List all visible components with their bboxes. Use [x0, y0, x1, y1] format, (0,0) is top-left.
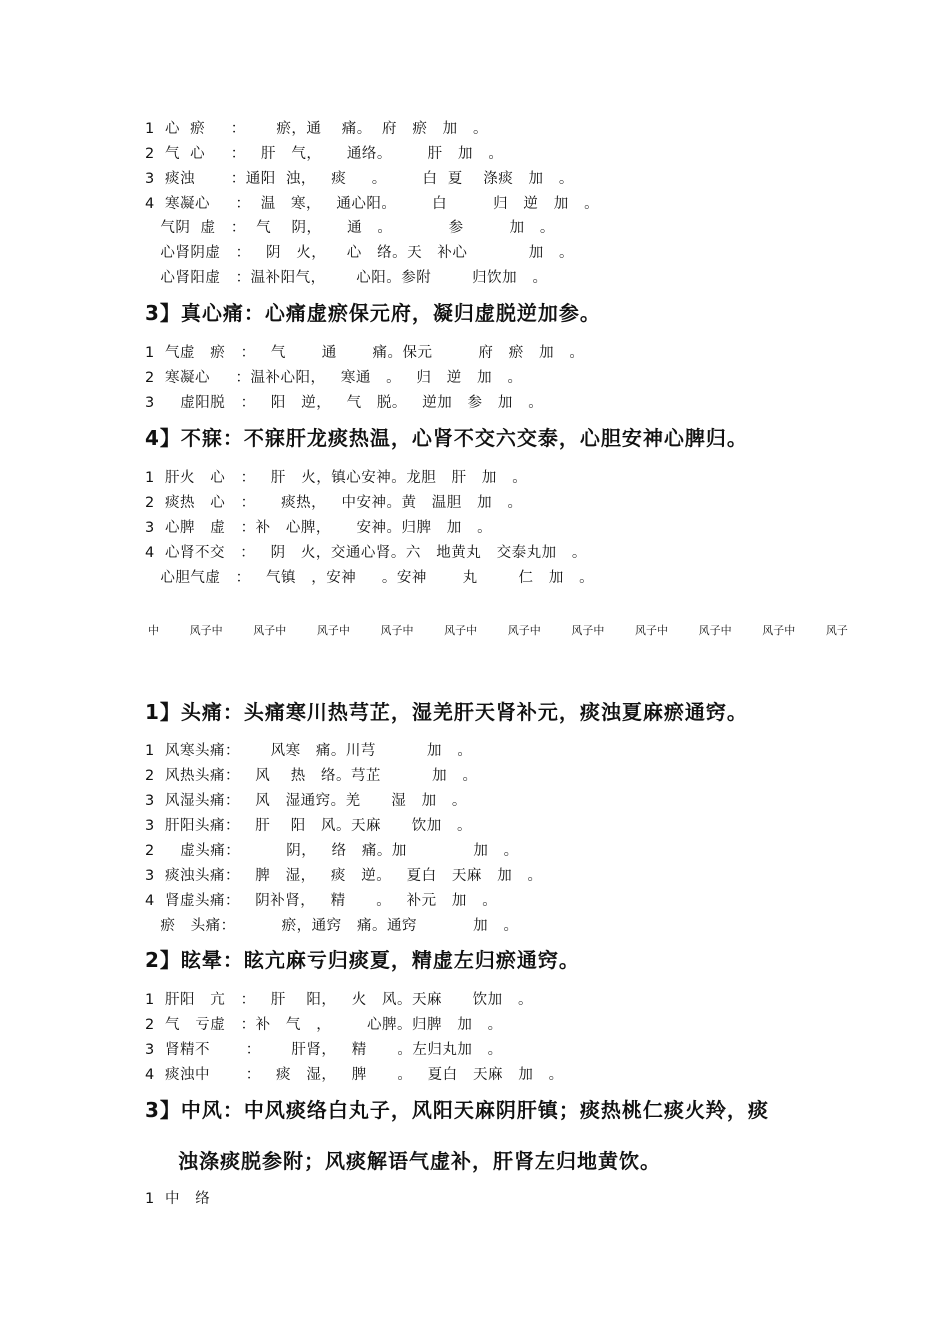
divider-text: 风子中 — [189, 624, 223, 637]
section-heading: 1】头痛：头痛寒川热芎芷，湿羌肝天肾补元，痰浊夏麻瘀通窍。 — [145, 700, 748, 724]
divider-text: 风子中 — [507, 624, 541, 637]
text-line: 4 痰浊中 ： 痰 湿， 脾 。 夏白 天麻 加 。 — [145, 1067, 564, 1083]
divider-text: 风子中 — [444, 624, 478, 637]
section-divider — [148, 622, 848, 638]
text-line: 4 寒凝心 ： 温 寒， 通心阳。 白 归 逆 加 。 — [145, 196, 600, 212]
text-line: 瘀 头痛： 瘀，通窍 痛。通窍 加 。 — [145, 918, 519, 934]
divider-text: 风子中 — [698, 624, 732, 637]
text-line: 1 风寒头痛： 风寒 痛。川芎 加 。 — [145, 743, 473, 759]
text-line: 2 痰热 心 ： 痰热， 中安神。黄 温胆 加 。 — [145, 495, 523, 511]
section-heading: 4】不寐：不寐肝龙痰热温，心肾不交六交泰，心胆安神心脾归。 — [145, 426, 748, 450]
text-line: 2 气 心 ： 肝 气， 通络。 肝 加 。 — [145, 146, 504, 162]
text-line: 4 肾虚头痛： 阴补肾， 精 。 补元 加 。 — [145, 893, 498, 909]
text-line: 3 心脾 虚 ：补 心脾， 安神。归脾 加 。 — [145, 520, 493, 536]
divider-text: 中 — [148, 624, 159, 637]
section-heading: 3】中风：中风痰络白丸子，风阳天麻阴肝镇；痰热桃仁痰火羚，痰 — [145, 1098, 769, 1122]
text-line: 2 气 亏虚 ：补 气 ， 心脾。归脾 加 。 — [145, 1017, 503, 1033]
text-line: 气阴 虚 ： 气 阴， 通 。 参 加 。 — [145, 220, 555, 236]
divider-text: 风子中 — [380, 624, 414, 637]
divider-text: 风子中 — [762, 624, 796, 637]
text-line: 2 虚头痛： 阴， 络 痛。加 加 。 — [145, 843, 519, 859]
text-line: 3 痰浊 ：通阳 浊， 痰 。 白 夏 涤痰 加 。 — [145, 171, 574, 187]
text-line: 1 中 络 — [145, 1191, 211, 1207]
section-heading: 2】眩晕：眩亢麻亏归痰夏，精虚左归瘀通窍。 — [145, 948, 580, 972]
text-line: 2 寒凝心 ：温补心阳， 寒通 。 归 逆 加 。 — [145, 370, 523, 386]
text-line: 2 风热头痛： 风 热 络。芎芷 加 。 — [145, 768, 478, 784]
text-line: 4 心肾不交 ： 阴 火，交通心肾。六 地黄丸 交泰丸加 。 — [145, 545, 587, 561]
text-line: 1 肝阳 亢 ： 肝 阳， 火 风。天麻 饮加 。 — [145, 992, 533, 1008]
text-line: 3 痰浊头痛： 脾 湿， 痰 逆。 夏白 天麻 加 。 — [145, 868, 543, 884]
text-line: 1 气虚 瘀 ： 气 通 痛。保元 府 瘀 加 。 — [145, 345, 585, 361]
divider-text: 风子中 — [253, 624, 287, 637]
divider-text: 风子中 — [316, 624, 350, 637]
section-heading: 3】真心痛：心痛虚瘀保元府，凝归虚脱逆加参。 — [145, 301, 601, 325]
text-line: 心胆气虚 ： 气镇 ，安神 。安神 丸 仁 加 。 — [145, 570, 595, 586]
text-line: 3 风湿头痛： 风 湿通窍。羌 湿 加 。 — [145, 793, 467, 809]
text-line: 3 肝阳头痛： 肝 阳 风。天麻 饮加 。 — [145, 818, 473, 834]
divider-text: 风子 — [825, 624, 848, 637]
text-line: 1 肝火 心 ： 肝 火，镇心安神。龙胆 肝 加 。 — [145, 470, 528, 486]
section-heading-continued: 浊涤痰脱参附；风痰解语气虚补，肝肾左归地黄饮。 — [178, 1149, 661, 1173]
divider-text: 风子中 — [571, 624, 605, 637]
divider-text: 风子中 — [635, 624, 668, 637]
text-line: 3 肾精不 ： 肝肾， 精 。左归丸加 。 — [145, 1042, 503, 1058]
text-line: 1 心 瘀 ： 瘀，通 痛。 府 瘀 加 。 — [145, 121, 488, 137]
text-line: 心肾阴虚 ： 阴 火， 心 络。天 补心 加 。 — [145, 245, 575, 261]
text-line: 心肾阳虚 ：温补阳气， 心阳。参附 归饮加 。 — [145, 270, 548, 286]
text-line: 3 虚阳脱 ： 阳 逆， 气 脱。 逆加 参 加 。 — [145, 395, 544, 411]
